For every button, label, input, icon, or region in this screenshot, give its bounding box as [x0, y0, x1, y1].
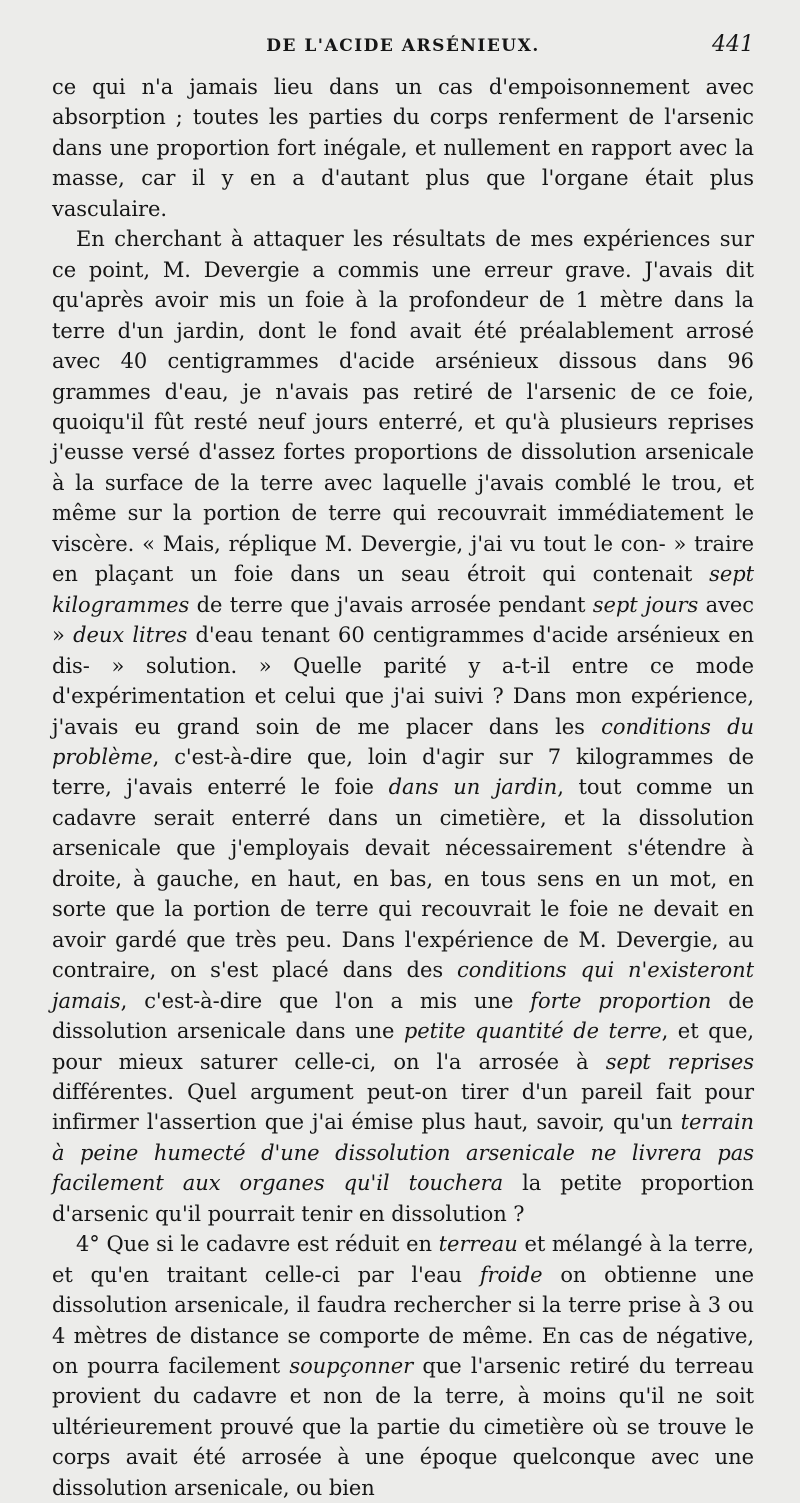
- body-text: [52, 72, 754, 1503]
- text-run: d'eau tenant 60 centigrammes d'acide arsénieux en dis- » solution. » Quelle parité y a-t-il entre ce mode d'expérimentation et celui que j'ai suivi ? Dans mon expérience, j'avais eu grand soin de me placer dans les: [52, 623, 754, 739]
- text-run: ce qui n'a jamais lieu dans un cas d'empoisonnement avec absorption ; toutes les parties du corps renferment de l'arsenic dans une proportion fort inégale, et nullement en rapport avec la masse, car il y en a d'autant plus que l'organe était plus vasculaire.: [52, 75, 754, 221]
- paragraph-2: [52, 224, 754, 1229]
- italic-text: terrain à peine humecté d'une dissolution arsenicale ne livrera pas facilement aux organes qu'il touchera: [52, 1110, 754, 1196]
- italic-text: sept kilogrammes: [52, 562, 754, 617]
- paragraph-3: [52, 1229, 754, 1503]
- page-header: [52, 32, 754, 72]
- italic-text: dans un jardin: [388, 775, 558, 800]
- text-run: de terre que j'avais arrosée pendant: [189, 592, 593, 617]
- italic-text: conditions qui n'existeront jamais: [52, 958, 754, 1013]
- text-run: de dissolution arsenicale dans une: [52, 988, 754, 1044]
- italic-text: conditions du problème: [52, 714, 754, 769]
- text-run: on obtienne une dissolution arsenicale, il faudra rechercher si la terre prise à 3 ou 4 mètres de distance se comporte de même. En cas de négative, on pourra facilement: [52, 1262, 754, 1379]
- italic-text: petite quantité de terre: [403, 1019, 662, 1044]
- running-title: DE L'ACIDE ARSÉNIEUX.: [266, 36, 540, 56]
- text-run: En cherchant à attaquer les résultats de mes expériences sur ce point, M. Devergie a commis une erreur grave. J'avais dit qu'après avoir mis un foie à la profondeur de 1 mètre dans la terre d'un jardin, dont le fond avait été préalablement arrosé avec 40 centigrammes d'acide arsénieux dissous dans 96 grammes d'eau, je n'avais pas retiré de l'arsenic de ce foie, quoiqu'il fût resté neuf jours enterré, et qu'à plusieurs reprises j'eusse versé d'assez fortes proportions de dissolution arsenicale à la surface de la terre avec laquelle j'avais comblé le trou, et même sur la portion de terre qui recouvrait immédiatement le viscère. « Mais, réplique M. Devergie, j'ai vu tout le con- » traire en plaçant un foie dans un seau étroit qui contenait: [52, 227, 754, 587]
- italic-text: froide: [479, 1262, 543, 1287]
- italic-text: sept reprises: [605, 1049, 754, 1074]
- text-run: différentes. Quel argument peut-on tirer d'un pareil fait pour infirmer l'assertion que j'ai émise plus haut, savoir, qu'un: [52, 1079, 754, 1135]
- text-run: la petite proportion d'arsenic qu'il pourrait tenir en dissolution ?: [52, 1171, 754, 1226]
- italic-text: terreau: [438, 1232, 518, 1257]
- italic-text: sept jours: [592, 592, 699, 617]
- italic-text: soupçonner: [289, 1354, 414, 1379]
- text-run: avec »: [52, 592, 755, 648]
- text-run: , tout comme un cadavre serait enterré dans un cimetière, et la dissolution arsenicale que j'employais devait nécessairement s'étendre à droite, à gauche, en haut, en bas, en tous sens en un mot, en sorte que la portion de terre qui recouvrait le foie ne devait en avoir gardé que très peu. Dans l'expérience de M. Devergie, au contraire, on s'est placé dans des: [52, 775, 754, 983]
- text-run: 4° Que si le cadavre est réduit en: [76, 1232, 439, 1257]
- text-run: que l'arsenic retiré du terreau provient du cadavre et non de la terre, à moins qu'il ne soit ultérieurement prouvé que la partie du cimetière où se trouve le corps avait été arrosée à une époque quelconque avec une dissolution arsenicale, ou bien: [52, 1354, 754, 1500]
- page-number: 441: [712, 32, 754, 57]
- text-run: , c'est-à-dire que, loin d'agir sur 7 kilogrammes de terre, j'avais enterré le foie: [52, 744, 754, 800]
- paragraph-1: [52, 72, 754, 224]
- text-run: , et que, pour mieux saturer celle-ci, on l'a arrosée à: [52, 1019, 754, 1074]
- text-run: , c'est-à-dire que l'on a mis une: [120, 988, 531, 1013]
- text-run: et mélangé à la terre, et qu'en traitant celle-ci par l'eau: [52, 1232, 754, 1287]
- italic-text: deux litres: [73, 623, 188, 648]
- italic-text: forte proportion: [530, 988, 712, 1013]
